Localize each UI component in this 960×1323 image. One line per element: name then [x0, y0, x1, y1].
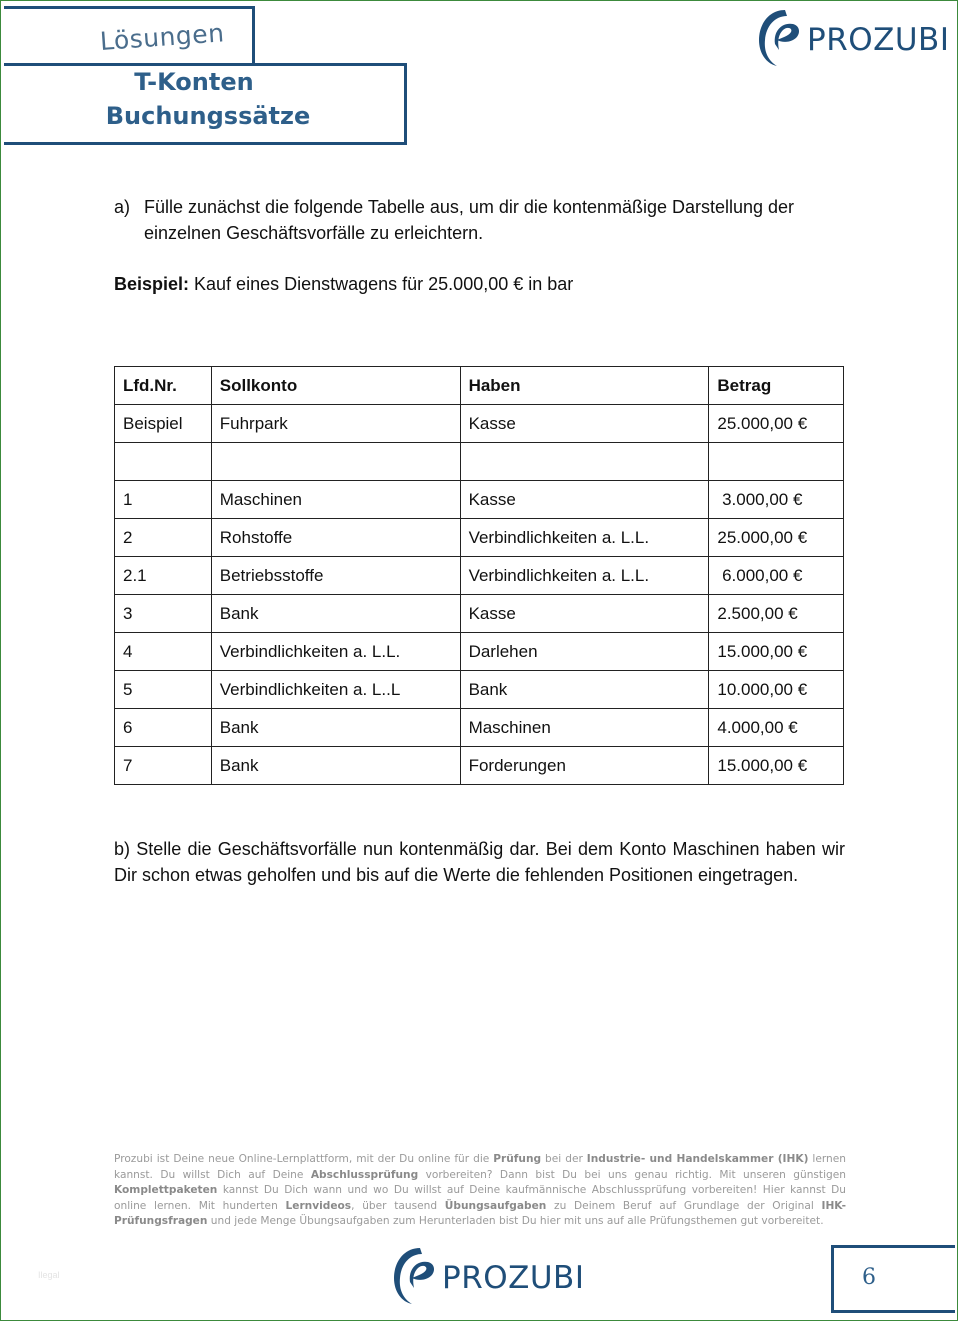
footer-keyword: Lernvideos — [285, 1199, 352, 1212]
prozubi-logo-top — [755, 6, 949, 68]
footer-text-fragment: Prozubi ist Deine neue Online-Lernplattform, mit der Du online für die — [114, 1153, 494, 1165]
example-line — [114, 271, 573, 297]
table-header-cell: Lfd.Nr. — [115, 367, 212, 405]
table-row — [115, 519, 844, 557]
table-cell: 5 — [115, 671, 212, 709]
table-header-cell: Betrag — [709, 367, 844, 405]
table-cell — [115, 443, 212, 481]
task-a-text: Fülle zunächst die folgende Tabelle aus, um dir die kontenmäßige Darstellung der einzelnen Geschäftsvorfälle zu erleichtern. — [144, 197, 795, 243]
table-row — [115, 481, 844, 519]
task-a-letter: a) — [114, 197, 131, 217]
table-cell: Maschinen — [211, 481, 460, 519]
table-cell: 2.500,00 € — [709, 595, 844, 633]
footer-keyword: IHK-Prüfungsfragen — [114, 1199, 846, 1227]
header-tab-label: Lösungen — [98, 18, 226, 56]
footer-keyword: Übungsaufgaben — [444, 1199, 547, 1212]
page-number: 6 — [862, 1265, 876, 1290]
table-cell: Kasse — [460, 405, 709, 443]
table-cell: Bank — [211, 747, 460, 785]
prozubi-logo-bottom — [390, 1244, 584, 1306]
footer-text-fragment: vorbereiten? Dann bist Du bei uns genau richtig. Mit unseren günstigen — [418, 1168, 846, 1181]
table-header-cell: Haben — [460, 367, 709, 405]
footer-promo-text — [114, 1152, 846, 1230]
table-cell: Verbindlichkeiten a. L.L. — [211, 633, 460, 671]
footer-text-fragment: , über tausend — [351, 1199, 445, 1212]
footer-text-fragment: zu Deinem Beruf auf Grundlage der Original — [546, 1199, 822, 1212]
table-cell: Forderungen — [460, 747, 709, 785]
footer-keyword: Industrie- und Handelskammer (IHK) — [586, 1153, 809, 1165]
table-cell: 3.000,00 € — [709, 481, 844, 519]
table-cell: Beispiel — [115, 405, 212, 443]
table-header-row — [115, 367, 844, 405]
table-row — [115, 443, 844, 481]
table-cell: Bank — [460, 671, 709, 709]
footer-text-fragment: lernen kannst. Du willst Dich auf Deine — [114, 1153, 846, 1181]
table-cell — [460, 443, 709, 481]
booking-table — [114, 366, 844, 785]
table-cell: 25.000,00 € — [709, 519, 844, 557]
table-cell: Maschinen — [460, 709, 709, 747]
table-cell: Verbindlichkeiten a. L.L. — [460, 557, 709, 595]
table-cell: 2 — [115, 519, 212, 557]
table-cell: Bank — [211, 709, 460, 747]
footer-text-fragment: bei der — [541, 1153, 587, 1165]
table-row — [115, 709, 844, 747]
table-cell: Kasse — [460, 595, 709, 633]
table-cell: 7 — [115, 747, 212, 785]
table-cell: Verbindlichkeiten a. L..L — [211, 671, 460, 709]
table-cell: Darlehen — [460, 633, 709, 671]
table-cell: Fuhrpark — [211, 405, 460, 443]
task-a — [114, 194, 849, 246]
table-row — [115, 405, 844, 443]
footer-text-fragment: kannst Du Dich wann und wo Du willst auf Deine kaufmännische Abschlussprüfung vorbereiten! Hier kannst Du online lernen. Mit hunderten — [114, 1184, 846, 1212]
prozubi-logo-text: PROZUBI — [807, 22, 950, 58]
header-title-line2: Buchungssätze — [105, 102, 311, 130]
task-b-text: b) Stelle die Geschäftsvorfälle nun kontenmäßig dar. Bei dem Konto Maschinen haben wir Dir schon etwas geholfen und bis auf die Werte die fehlenden Positionen eingetragen. — [114, 839, 845, 885]
table-header-cell: Sollkonto — [211, 367, 460, 405]
table-cell: Verbindlichkeiten a. L.L. — [460, 519, 709, 557]
table-cell: 15.000,00 € — [709, 633, 844, 671]
table-cell — [211, 443, 460, 481]
table-cell: 15.000,00 € — [709, 747, 844, 785]
table-cell — [709, 443, 844, 481]
header-tab — [4, 6, 255, 65]
table-cell: 6 — [115, 709, 212, 747]
example-text: Kauf eines Dienstwagens für 25.000,00 € in bar — [189, 274, 574, 294]
header-title-line1: T-Konten — [134, 68, 254, 96]
footer-keyword: Komplettpaketen — [114, 1184, 218, 1196]
table-row — [115, 671, 844, 709]
page-number-tab — [831, 1245, 955, 1313]
header-title-box — [4, 63, 407, 145]
prozubi-logo-text: PROZUBI — [442, 1260, 585, 1296]
table-cell: 4 — [115, 633, 212, 671]
table-cell: Rohstoffe — [211, 519, 460, 557]
table-cell: 3 — [115, 595, 212, 633]
watermark: Ilegal — [38, 1270, 60, 1280]
footer-keyword: Prüfung — [493, 1153, 542, 1165]
table-row — [115, 595, 844, 633]
table-cell: 2.1 — [115, 557, 212, 595]
table-cell: Betriebsstoffe — [211, 557, 460, 595]
table-cell: 6.000,00 € — [709, 557, 844, 595]
table-cell: 25.000,00 € — [709, 405, 844, 443]
example-label: Beispiel: — [114, 274, 190, 294]
footer-keyword: Abschlussprüfung — [310, 1168, 419, 1181]
table-cell: 10.000,00 € — [709, 671, 844, 709]
footer-text-fragment: und jede Menge Übungsaufgaben zum Herunterladen bist Du hier mit uns auf alle Prüfungsthemen gut vorbereitet. — [207, 1215, 824, 1227]
table-cell: 1 — [115, 481, 212, 519]
table-cell: Bank — [211, 595, 460, 633]
table-row — [115, 557, 844, 595]
table-row — [115, 747, 844, 785]
table-row — [115, 633, 844, 671]
table-cell: Kasse — [460, 481, 709, 519]
prozubi-logo-icon — [390, 1244, 438, 1306]
prozubi-logo-icon — [755, 6, 803, 68]
table-cell: 4.000,00 € — [709, 709, 844, 747]
